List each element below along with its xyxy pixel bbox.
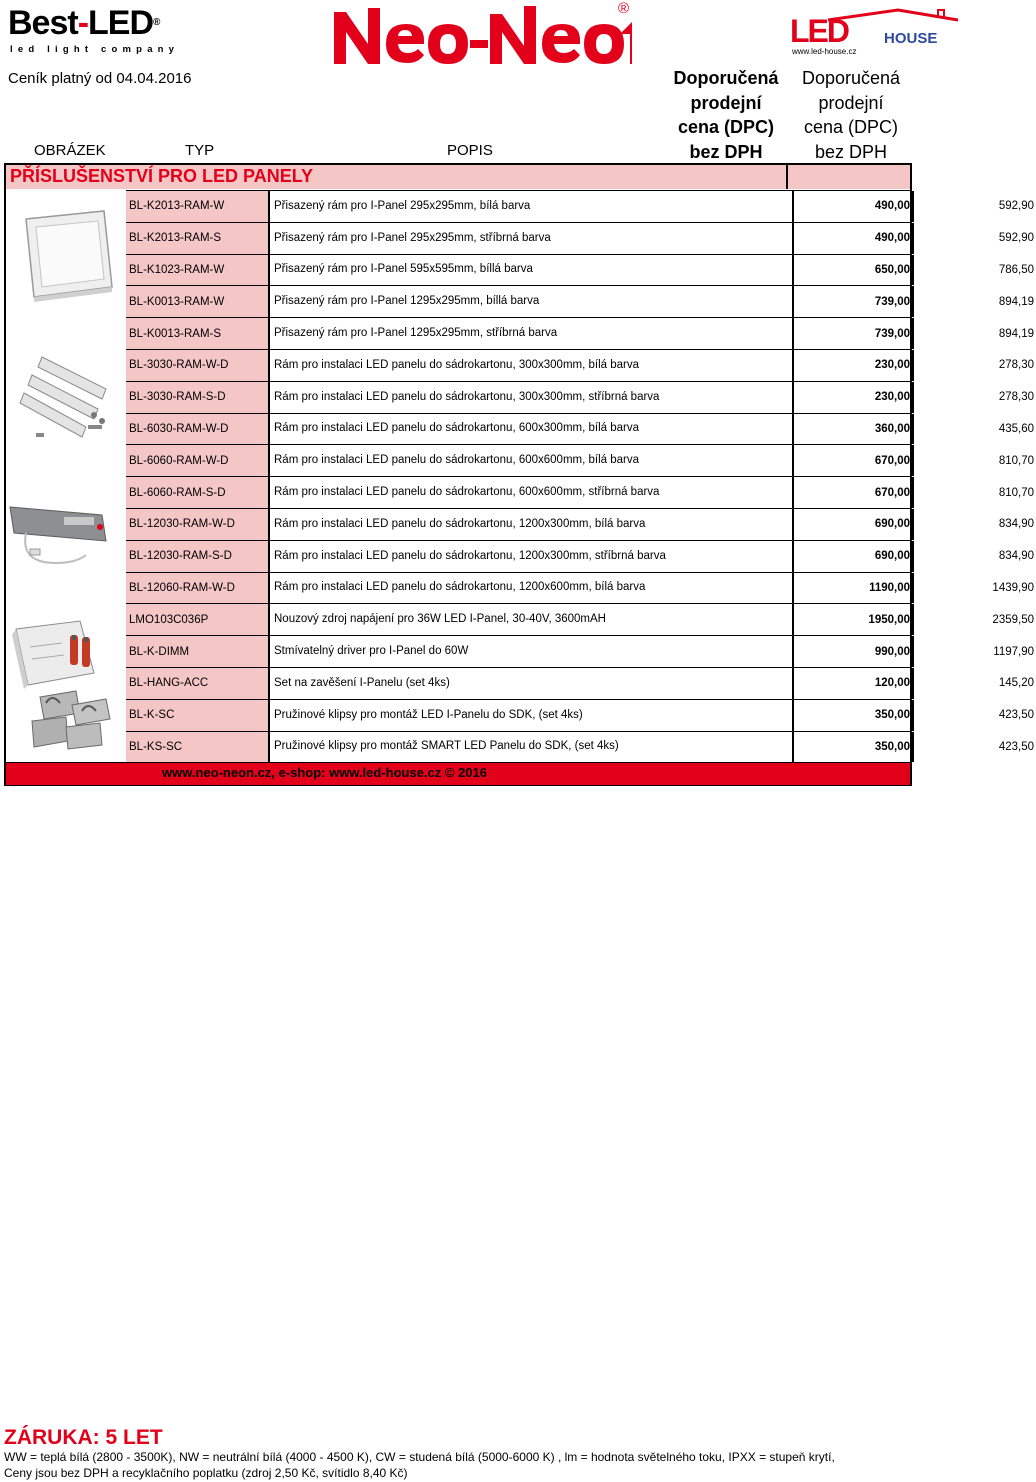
- section-divider: [786, 165, 788, 189]
- header-dpc-regular-line: cena (DPC): [803, 117, 899, 137]
- drywall-frame-image: [20, 357, 106, 437]
- table-row: [126, 222, 1034, 254]
- product-type-cell: BL-K2013-RAM-S: [126, 223, 268, 254]
- product-type-cell: LMO103C036P: [126, 604, 268, 635]
- product-type-cell: BL-6030-RAM-W-D: [126, 414, 268, 445]
- price-without-vat-cell: 230,00: [792, 382, 912, 413]
- table-row: [126, 285, 1034, 317]
- price-with-vat-cell: 592,90: [912, 191, 1036, 222]
- price-without-vat-cell: 690,00: [792, 541, 912, 572]
- price-with-vat-cell: 423,50: [912, 732, 1036, 763]
- price-with-vat-cell: 786,50: [912, 255, 1036, 286]
- product-description-cell: Rám pro instalaci LED panelu do sádrokartonu, 1200x300mm, stříbrná barva: [268, 541, 792, 572]
- product-type-cell: BL-K0013-RAM-W: [126, 286, 268, 317]
- product-type-cell: BL-K0013-RAM-S: [126, 318, 268, 349]
- column-header-description: POPIS: [447, 142, 493, 159]
- table-row: [126, 603, 1034, 635]
- price-with-vat-cell: 1197,90: [912, 636, 1036, 667]
- product-images: [6, 189, 126, 762]
- column-header-image: OBRÁZEK: [34, 142, 106, 159]
- product-description-cell: Rám pro instalaci LED panelu do sádrokartonu, 300x300mm, bílá barva: [268, 350, 792, 381]
- led-house-logo: [788, 6, 958, 58]
- header-dpc-bold: [660, 66, 792, 164]
- product-description-cell: Rám pro instalaci LED panelu do sádrokartonu, 1200x300mm, bílá barva: [268, 509, 792, 540]
- price-without-vat-cell: 490,00: [792, 191, 912, 222]
- product-description-cell: Přisazený rám pro I-Panel 1295x295mm, bíllá barva: [268, 286, 792, 317]
- table-row: [126, 476, 1034, 508]
- product-description-cell: Stmívatelný driver pro I-Panel do 60W: [268, 636, 792, 667]
- product-description-cell: Pružinové klipsy pro montáž SMART LED Panelu do SDK, (set 4ks): [268, 732, 792, 763]
- legend-note: WW = teplá bílá (2800 - 3500K), NW = neutrální bílá (4000 - 4500 K), CW = studená bílá (5000-6000 K) , lm = hodnota světelného toku, IPXX = stupeň krytí,: [4, 1450, 835, 1464]
- dimmable-driver-image: [12, 621, 94, 689]
- header-dpc-bold-line: cena (DPC): [677, 117, 775, 137]
- price-with-vat-cell: 1439,90: [912, 573, 1036, 604]
- header-dpc-bold-line: prodejní: [690, 92, 762, 113]
- product-type-cell: BL-12030-RAM-W-D: [126, 509, 268, 540]
- best-led-logo: [8, 4, 180, 56]
- product-images-column: [6, 189, 126, 762]
- led-house-house-text: HOUSE: [884, 30, 938, 47]
- product-description-cell: Přisazený rám pro I-Panel 595x595mm, bíllá barva: [268, 255, 792, 286]
- product-type-cell: BL-K-DIMM: [126, 636, 268, 667]
- warranty-title: ZÁRUKA: 5 LET: [4, 1426, 163, 1449]
- price-with-vat-cell: 810,70: [912, 445, 1036, 476]
- product-description-cell: Set na zavěšení I-Panelu (set 4ks): [268, 668, 792, 699]
- led-house-url: www.led-house.cz: [792, 47, 857, 56]
- price-without-vat-cell: 490,00: [792, 223, 912, 254]
- price-with-vat-cell: 278,30: [912, 350, 1036, 381]
- product-type-cell: BL-K2013-RAM-W: [126, 191, 268, 222]
- price-without-vat-cell: 650,00: [792, 255, 912, 286]
- price-list-validity: Ceník platný od 04.04.2016: [8, 70, 192, 87]
- led-house-led-text: LED: [790, 13, 848, 49]
- header-dpc-regular-line: prodejní: [818, 92, 884, 113]
- table-row: [126, 731, 1034, 763]
- product-type-cell: BL-6060-RAM-S-D: [126, 477, 268, 508]
- price-without-vat-cell: 350,00: [792, 700, 912, 731]
- price-with-vat-cell: 810,70: [912, 477, 1036, 508]
- product-description-cell: Rám pro instalaci LED panelu do sádrokartonu, 600x600mm, bílá barva: [268, 445, 792, 476]
- header-dpc-bold-line: bez DPH: [689, 141, 763, 162]
- table-row: [126, 667, 1034, 699]
- price-with-vat-cell: 435,60: [912, 414, 1036, 445]
- emergency-unit-image: [10, 507, 106, 563]
- section-title: PŘÍSLUŠENSTVÍ PRO LED PANELY: [10, 166, 314, 186]
- price-without-vat-cell: 739,00: [792, 318, 912, 349]
- header-dpc-regular-line: bez DPH: [814, 141, 888, 162]
- product-type-cell: BL-12060-RAM-W-D: [126, 573, 268, 604]
- price-with-vat-cell: 2359,50: [912, 604, 1036, 635]
- product-description-cell: Přisazený rám pro I-Panel 295x295mm, bílá barva: [268, 191, 792, 222]
- table-row: [126, 444, 1034, 476]
- product-type-cell: BL-3030-RAM-S-D: [126, 382, 268, 413]
- price-without-vat-cell: 360,00: [792, 414, 912, 445]
- price-with-vat-cell: 834,90: [912, 541, 1036, 572]
- surface-frame-image: [26, 211, 112, 302]
- product-type-cell: BL-K1023-RAM-W: [126, 255, 268, 286]
- header-dpc-bold-line: Doporučená: [673, 68, 779, 88]
- product-description-cell: Rám pro instalaci LED panelu do sádrokartonu, 600x300mm, bílá barva: [268, 414, 792, 445]
- product-description-cell: Rám pro instalaci LED panelu do sádrokartonu, 1200x600mm, bílá barva: [268, 573, 792, 604]
- price-without-vat-cell: 690,00: [792, 509, 912, 540]
- price-with-vat-cell: 592,90: [912, 223, 1036, 254]
- price-with-vat-cell: 834,90: [912, 509, 1036, 540]
- table-row: [126, 190, 1034, 222]
- price-without-vat-cell: 350,00: [792, 732, 912, 763]
- product-type-cell: BL-3030-RAM-W-D: [126, 350, 268, 381]
- product-description-cell: Pružinové klipsy pro montáž LED I-Panelu do SDK, (set 4ks): [268, 700, 792, 731]
- price-with-vat-cell: 894,19: [912, 318, 1036, 349]
- spring-clips-image: [32, 691, 110, 749]
- table-row: [126, 508, 1034, 540]
- table-footer-text: www.neo-neon.cz, e-shop: www.led-house.cz © 2016: [162, 765, 487, 780]
- product-type-cell: BL-KS-SC: [126, 732, 268, 763]
- product-description-cell: Přisazený rám pro I-Panel 295x295mm, stříbrná barva: [268, 223, 792, 254]
- product-type-cell: BL-HANG-ACC: [126, 668, 268, 699]
- product-description-cell: Rám pro instalaci LED panelu do sádrokartonu, 300x300mm, stříbrná barva: [268, 382, 792, 413]
- price-without-vat-cell: 1190,00: [792, 573, 912, 604]
- column-header-type: TYP: [185, 142, 215, 159]
- table-row: [126, 635, 1034, 667]
- table-row: [126, 572, 1034, 604]
- price-note: Ceny jsou bez DPH a recyklačního poplatku (zdroj 2,50 Kč, svítidlo 8,40 Kč): [4, 1466, 408, 1480]
- price-without-vat-cell: 1950,00: [792, 604, 912, 635]
- product-description-cell: Rám pro instalaci LED panelu do sádrokartonu, 600x600mm, stříbrná barva: [268, 477, 792, 508]
- product-type-cell: BL-6060-RAM-W-D: [126, 445, 268, 476]
- price-with-vat-cell: 145,20: [912, 668, 1036, 699]
- price-without-vat-cell: 230,00: [792, 350, 912, 381]
- header-dpc-regular-line: Doporučená: [801, 68, 901, 88]
- table-row: [126, 540, 1034, 572]
- price-without-vat-cell: 670,00: [792, 477, 912, 508]
- neo-neon-logo: [330, 0, 636, 72]
- price-without-vat-cell: 990,00: [792, 636, 912, 667]
- product-type-cell: BL-12030-RAM-S-D: [126, 541, 268, 572]
- best-led-wordmark: Best-LED®: [8, 4, 160, 42]
- price-without-vat-cell: 739,00: [792, 286, 912, 317]
- table-row: [126, 699, 1034, 731]
- neo-neon-registered-mark: ®: [618, 0, 630, 17]
- table-row: [126, 349, 1034, 381]
- table-row: [126, 317, 1034, 349]
- price-with-vat-cell: 894,19: [912, 286, 1036, 317]
- neo-neon-logo-graphic: [330, 0, 636, 72]
- table-row: [126, 254, 1034, 286]
- price-without-vat-cell: 120,00: [792, 668, 912, 699]
- price-with-vat-cell: 278,30: [912, 382, 1036, 413]
- table-row: [126, 413, 1034, 445]
- header-dpc-regular: [786, 66, 916, 164]
- best-led-tagline: led light company: [10, 44, 180, 55]
- product-type-cell: BL-K-SC: [126, 700, 268, 731]
- price-without-vat-cell: 670,00: [792, 445, 912, 476]
- table-row: [126, 381, 1034, 413]
- price-with-vat-cell: 423,50: [912, 700, 1036, 731]
- product-description-cell: Přisazený rám pro I-Panel 1295x295mm, stříbrná barva: [268, 318, 792, 349]
- product-description-cell: Nouzový zdroj napájení pro 36W LED I-Panel, 30-40V, 3600mAH: [268, 604, 792, 635]
